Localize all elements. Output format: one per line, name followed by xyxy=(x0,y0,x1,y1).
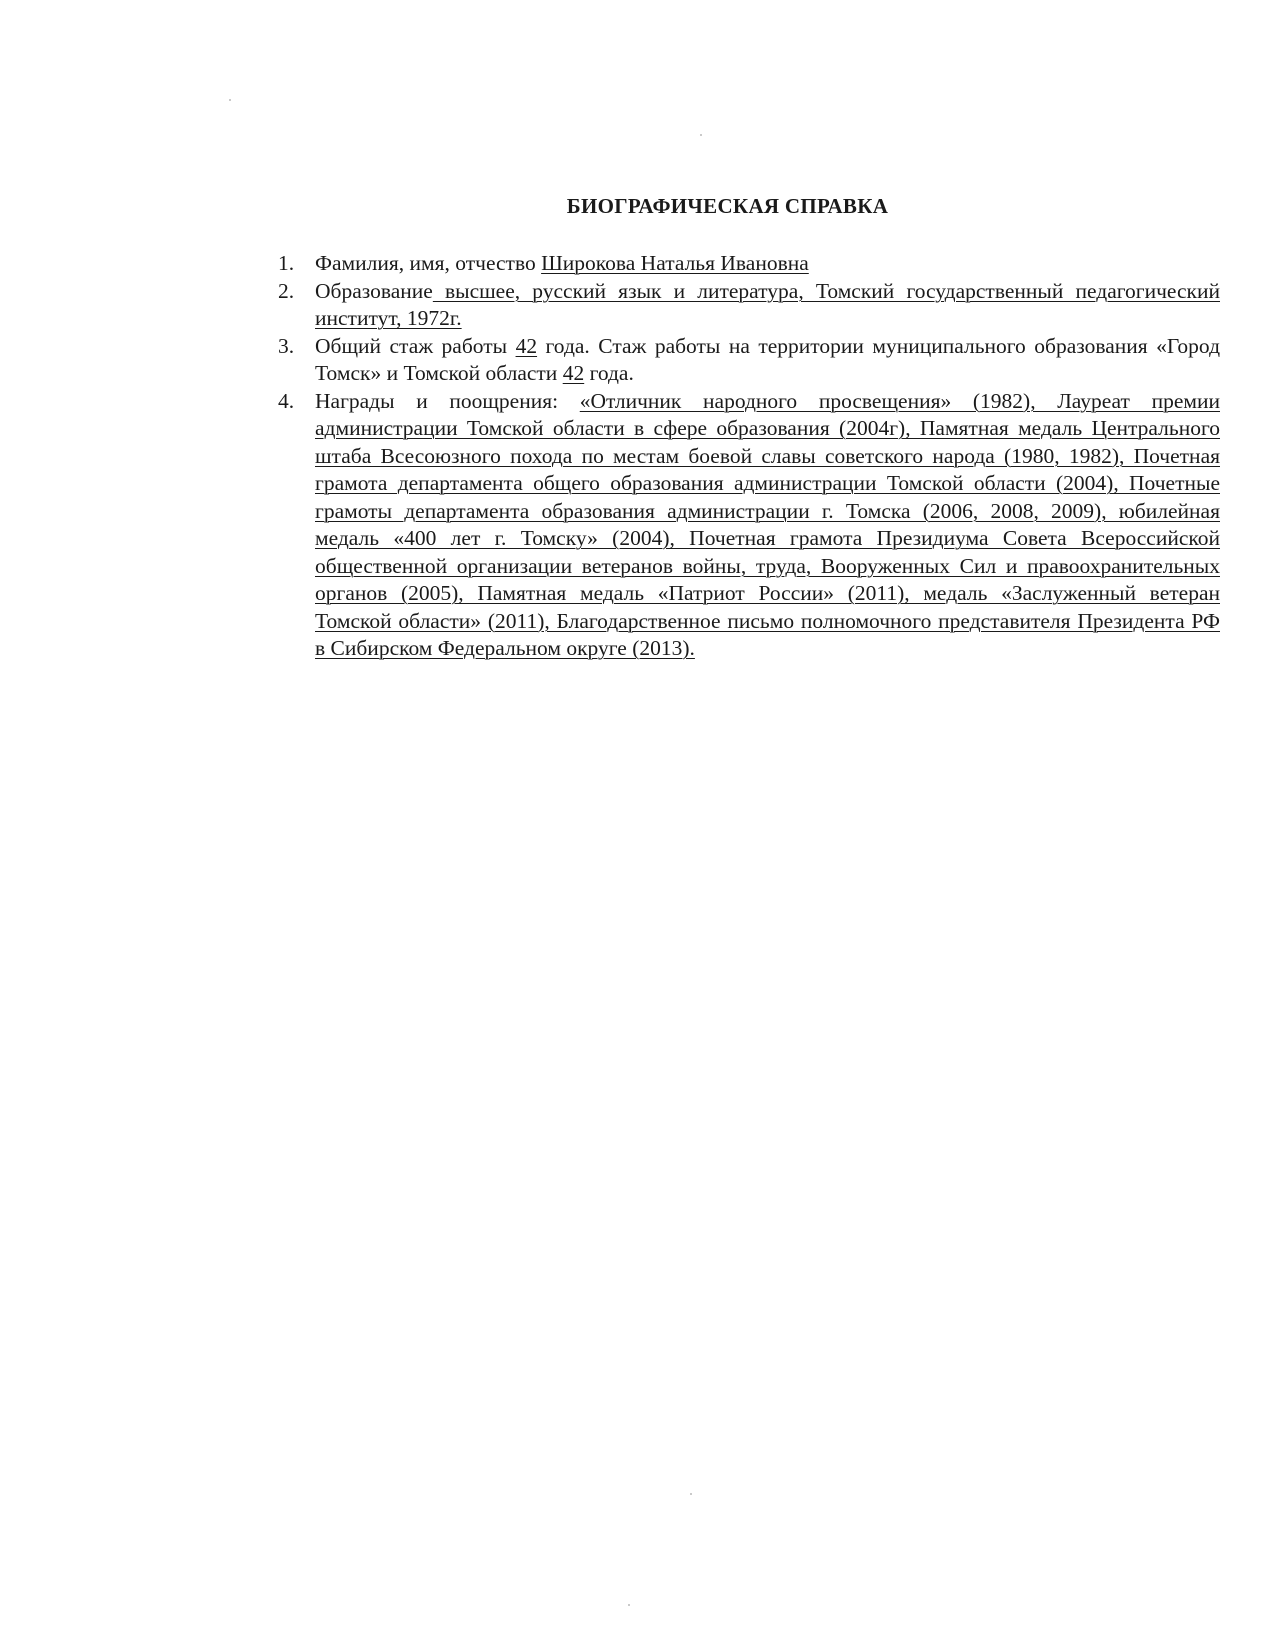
total-experience-value: 42 xyxy=(515,333,538,358)
education-value: высшее, русский язык и литература, Томский государственный педагогический институт, 1972г. xyxy=(315,278,1220,330)
full-name-value: Широкова Наталья Ивановна xyxy=(541,251,809,275)
biography-list xyxy=(278,250,1221,663)
experience-text-b: года. Стаж работы на территории муниципального образования «Город Томск» и Томской области xyxy=(315,333,1221,385)
list-item-awards xyxy=(278,388,1220,663)
item-label: Награды и поощрения: xyxy=(315,388,580,413)
regional-experience-value: 42 xyxy=(562,361,585,385)
scan-speck xyxy=(700,134,702,136)
experience-text-a: Общий стаж работы xyxy=(315,333,516,358)
list-item-name xyxy=(278,250,1220,278)
list-item-experience xyxy=(278,333,1221,388)
scan-speck xyxy=(628,1604,630,1606)
item-number: 3. xyxy=(278,333,295,358)
awards-value: «Отличник народного просвещения» (1982), Лауреат премии администрации Томской области в сфере образования (2004г), Памятная медаль Центрального штаба Всесоюзного похода по местам боевой славы советского народа (1980, 1982), Почетная грамота департамента общего образования администрации Томской области (2004), Почетные грамоты департамента образования администрации г. Томска (2006, 2008, 2009), юбилейная медаль «400 лет г. Томску» (2004), Почетная грамота Президиума Совета Всероссийской общественной организации ветеранов войны, труда, Вооруженных Сил и правоохранительных органов (2005), Памятная медаль «Патриот России» (2011), медаль «Заслуженный ветеран Томской области» (2011), Благодарственное письмо полномочного представителя Президента РФ в Сибирском Федеральном округе (2013). xyxy=(315,388,1220,660)
scan-speck xyxy=(229,99,231,101)
experience-text-c: года. xyxy=(584,361,634,385)
document-title: БИОГРАФИЧЕСКАЯ СПРАВКА xyxy=(566,194,889,218)
list-item-education xyxy=(278,278,1220,333)
item-number: 4. xyxy=(278,388,295,413)
item-number: 2. xyxy=(278,278,295,303)
item-label: Фамилия, имя, отчество xyxy=(315,251,542,275)
item-label: Образование xyxy=(315,278,433,303)
item-number: 1. xyxy=(278,251,295,275)
scan-speck xyxy=(690,1493,692,1495)
